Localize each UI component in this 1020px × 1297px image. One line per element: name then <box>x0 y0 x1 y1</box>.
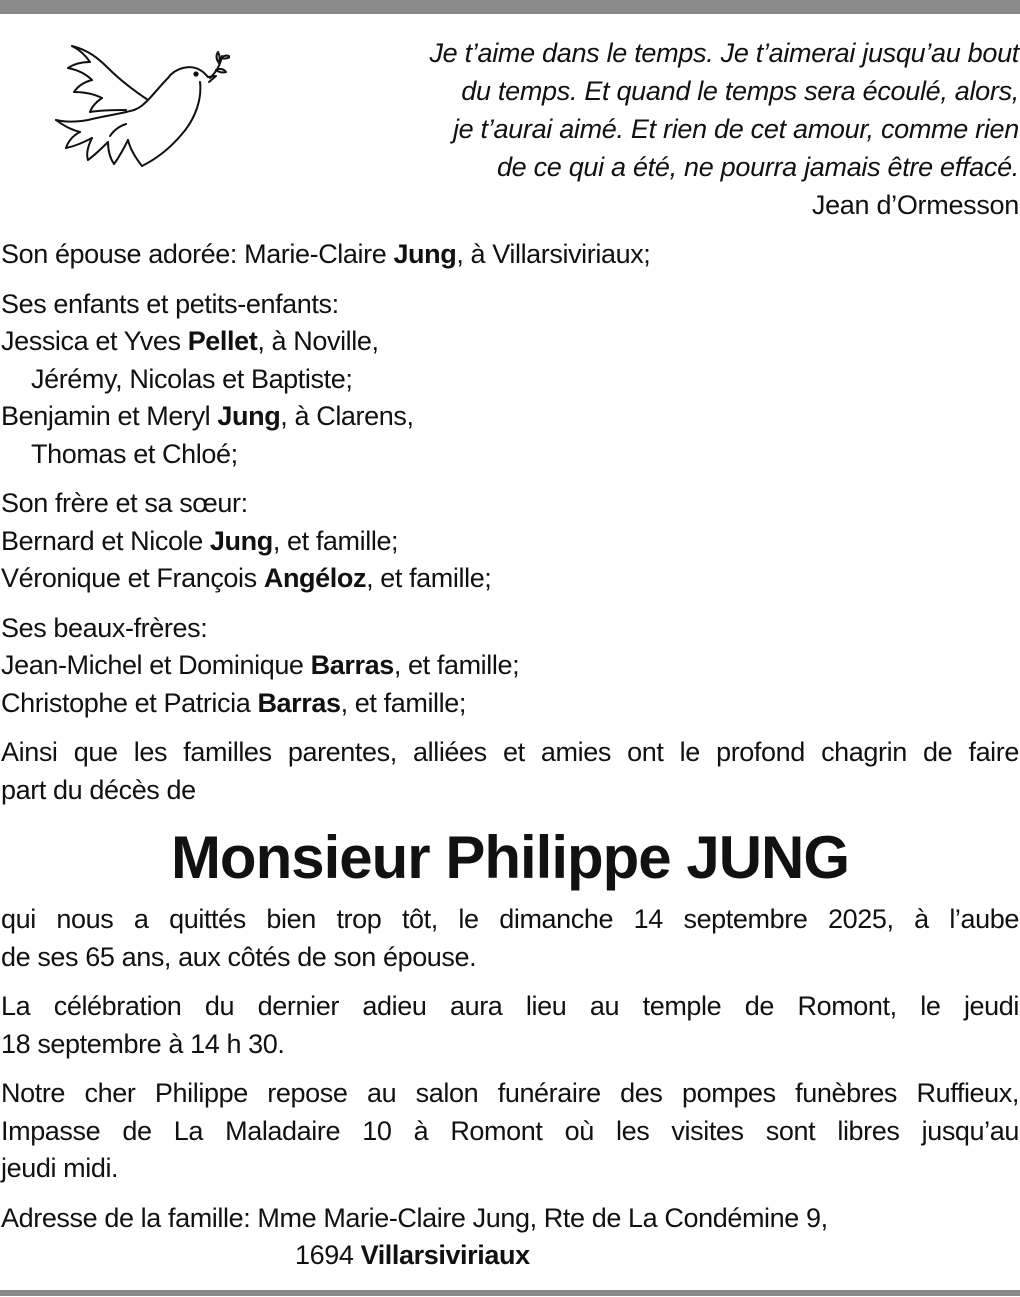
children-line <box>1 398 1019 436</box>
passing-paragraph <box>1 901 1019 976</box>
announcement-paragraph <box>1 734 1019 809</box>
in-law-line <box>1 685 1019 723</box>
text: , à Noville, <box>257 326 379 356</box>
quote-block <box>300 34 1019 224</box>
quote-author: Jean d’Ormesson <box>811 190 1019 220</box>
quote-line: je t’aurai aimé. Et rien de cet amour, comme rien <box>452 114 1019 144</box>
surname: Jung <box>217 401 281 431</box>
viewing-paragraph <box>1 1075 1019 1188</box>
surname: Barras <box>310 650 394 680</box>
announcement-line: Ainsi que les familles parentes, alliées et amies ont le profond chagrin de faire <box>1 737 1019 767</box>
obituary-body <box>1 236 1019 1287</box>
children-line <box>1 323 1019 361</box>
spouse-line <box>1 236 1019 274</box>
text: Jean-Michel et Dominique <box>1 650 311 680</box>
grandchildren-line: Jérémy, Nicolas et Baptiste; <box>31 363 353 394</box>
text: , et famille; <box>393 650 520 680</box>
passing-line: de ses 65 ans, aux côtés de son épouse. <box>1 941 477 972</box>
text: , à Villarsiviriaux; <box>456 239 651 269</box>
sibling-line <box>1 560 1019 598</box>
surname: Jung <box>393 239 457 269</box>
address-line: Adresse de la famille: Mme Marie-Claire Jung, Rte de La Condémine 9, <box>1 1202 828 1233</box>
surname: Pellet <box>187 326 258 356</box>
text: Benjamin et Meryl <box>1 401 218 431</box>
siblings-heading: Son frère et sa sœur: <box>1 488 248 518</box>
children-paragraph <box>1 286 1019 474</box>
in-law-line <box>1 647 1019 685</box>
viewing-line: Notre cher Philippe repose au salon funéraire des pompes funèbres Ruffieux, <box>1 1078 1019 1108</box>
quote-line: de ce qui a été, ne pourra jamais être effacé. <box>496 152 1019 182</box>
text: , et famille; <box>340 687 466 718</box>
text: 1694 <box>295 1240 361 1270</box>
viewing-line: Impasse de La Maladaire 10 à Romont où les visites sont libres jusqu’au <box>1 1115 1019 1146</box>
viewing-line: jeudi midi. <box>1 1153 119 1183</box>
ceremony-line: La célébration du dernier adieu aura lieu au temple de Romont, le jeudi <box>1 991 1019 1021</box>
text: Véronique et François <box>1 563 264 593</box>
address-paragraph <box>1 1200 1019 1275</box>
surname: Jung <box>209 525 273 556</box>
town: Villarsiviriaux <box>360 1240 530 1270</box>
surname: Angéloz <box>263 563 367 593</box>
passing-line: qui nous a quittés bien trop tôt, le dimanche 14 septembre 2025, à l’aube <box>1 904 1019 934</box>
sibling-line <box>1 523 1019 561</box>
deceased-name: Monsieur Philippe JUNG <box>170 824 850 891</box>
quote-line: Je t’aime dans le temps. Je t’aimerai jusqu’au bout <box>429 38 1019 68</box>
quote-line: du temps. Et quand le temps sera écoulé, alors, <box>461 76 1019 106</box>
bottom-rule <box>0 1290 1020 1296</box>
in-laws-heading: Ses beaux-frères: <box>1 612 208 643</box>
top-rule <box>0 0 1020 14</box>
dove-icon <box>50 38 230 178</box>
text: , et famille; <box>272 525 399 556</box>
ceremony-paragraph <box>1 988 1019 1063</box>
address-line <box>1 1237 1019 1275</box>
in-laws-paragraph <box>1 610 1019 723</box>
text: Son épouse adorée: Marie-Claire <box>1 239 394 269</box>
grandchildren-line: Thomas et Chloé; <box>31 438 238 469</box>
text: Bernard et Nicole <box>1 525 210 556</box>
children-heading: Ses enfants et petits-enfants: <box>1 288 339 319</box>
siblings-paragraph <box>1 485 1019 598</box>
ceremony-line: 18 septembre à 14 h 30. <box>1 1028 285 1059</box>
announcement-line: part du décès de <box>1 774 196 805</box>
spouse-paragraph <box>1 236 1019 274</box>
text: Jessica et Yves <box>1 326 188 356</box>
text: Christophe et Patricia <box>1 687 258 718</box>
surname: Barras <box>257 687 341 718</box>
text: , à Clarens, <box>280 401 414 431</box>
text: , et famille; <box>366 563 492 593</box>
